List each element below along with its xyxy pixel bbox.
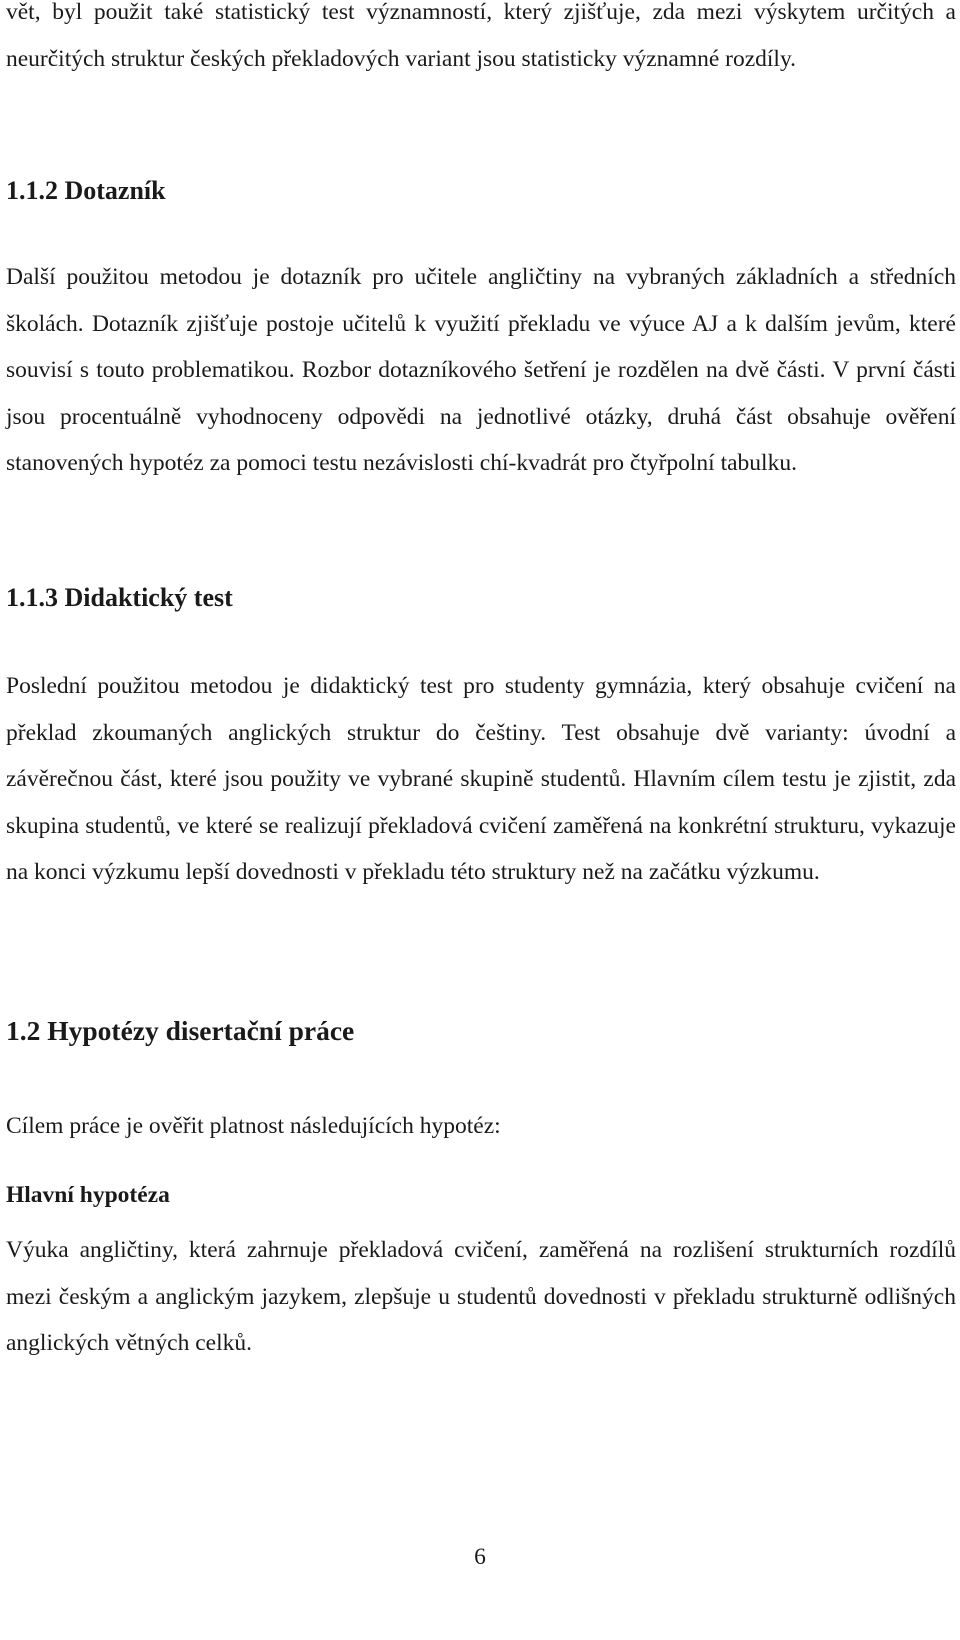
paragraph-hypotheses-intro: Cílem práce je ověřit platnost následujících hypotéz: (6, 1113, 501, 1139)
paragraph-questionnaire: Další použitou metodou je dotazník pro učitele angličtiny na vybraných základních a středních školách. Dotazník zjišťuje postoje učitelů k využití překladu ve výuce AJ a k dalším jevům, které souvisí s touto problematikou. Rozbor dotazníkového šetření je rozdělen na dvě části. V první části jsou procentuálně vyhodnoceny odpovědi na jednotlivé otázky, druhá část obsahuje ověření stanovených hypotéz za pomoci testu nezávislosti chí-kvadrát pro čtyřpolní tabulku. (6, 264, 956, 476)
heading-questionnaire: 1.1.2 Dotazník (6, 176, 166, 205)
page-number: 6 (474, 1544, 486, 1570)
heading-didactic-test: 1.1.3 Didaktický test (6, 583, 233, 612)
heading-hypotheses: 1.2 Hypotézy disertační práce (6, 1015, 355, 1046)
paragraph-didactic-test: Poslední použitou metodou je didaktický test pro studenty gymnázia, který obsahuje cvičení na překlad zkoumaných anglických struktur do češtiny. Test obsahuje dvě varianty: úvodní a závěrečnou část, které jsou použity ve vybrané skupině studentů. Hlavním cílem testu je zjistit, zda skupina studentů, ve které se realizují překladová cvičení zaměřená na konkrétní strukturu, vykazuje na konci výzkumu lepší dovednosti v překladu této struktury než na začátku výzkumu. (6, 673, 956, 885)
paragraph-statistics-continuation: vět, byl použit také statistický test významností, který zjišťuje, zda mezi výskytem určitých a neurčitých struktur českých překladových variant jsou statisticky významné rozdíly. (6, 0, 956, 72)
heading-main-hypothesis: Hlavní hypotéza (6, 1182, 170, 1208)
paragraph-main-hypothesis: Výuka angličtiny, která zahrnuje překladová cvičení, zaměřená na rozlišení strukturních rozdílů mezi českým a anglickým jazykem, zlepšuje u studentů dovednosti v překladu strukturně odlišných anglických větných celků. (6, 1237, 956, 1356)
